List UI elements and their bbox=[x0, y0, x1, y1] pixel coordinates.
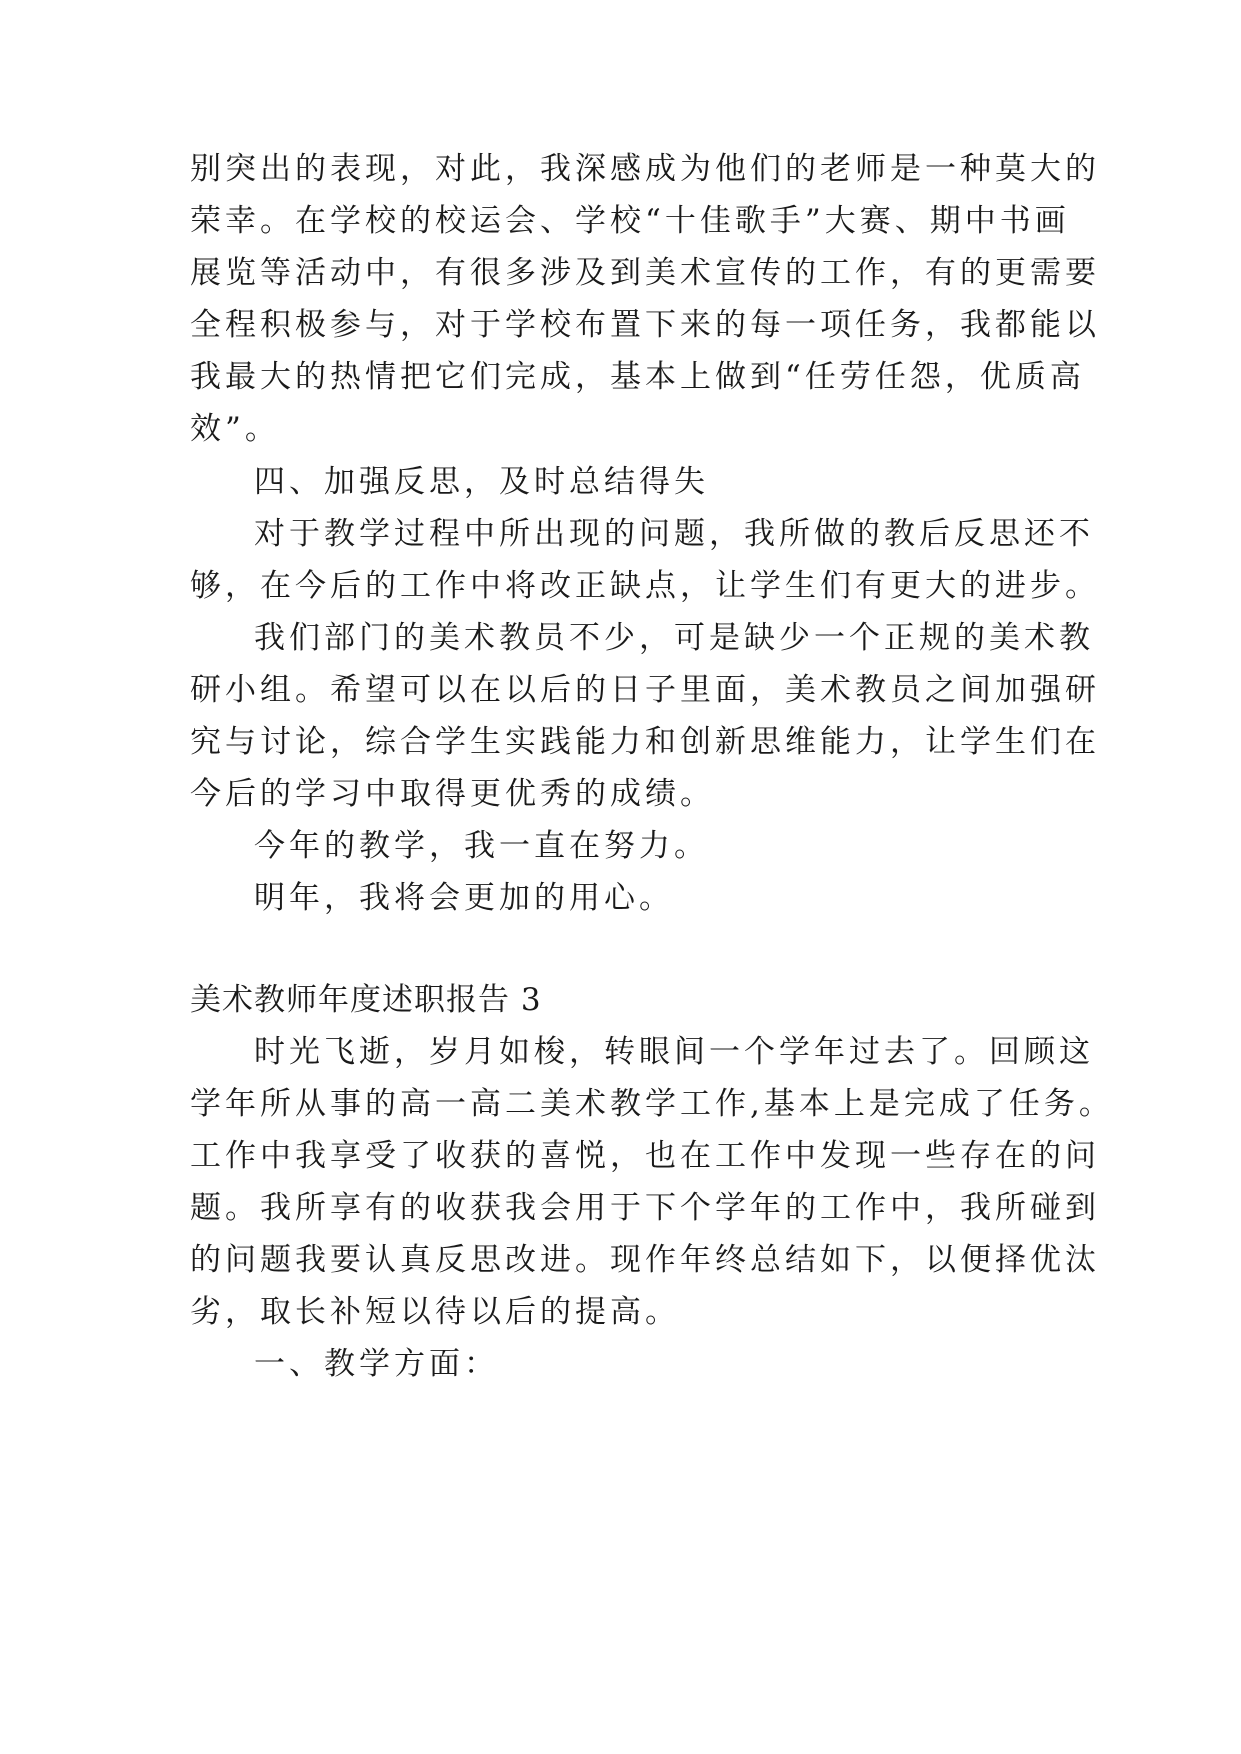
body-line: 学年所从事的高一高二美术教学工作,基本上是完成了任务。 bbox=[190, 1086, 1114, 1122]
body-line: 荣幸。在学校的校运会、学校“十佳歌手”大赛、期中书画 bbox=[190, 203, 1070, 239]
body-line: 今后的学习中取得更优秀的成绩。 bbox=[190, 776, 715, 812]
body-line: 劣，取长补短以待以后的提高。 bbox=[190, 1294, 680, 1330]
body-line: 时光飞逝，岁月如梭，转眼间一个学年过去了。回顾这 bbox=[254, 1034, 1094, 1070]
body-line: 别突出的表现，对此，我深感成为他们的老师是一种莫大的 bbox=[190, 151, 1100, 187]
body-line: 研小组。希望可以在以后的日子里面，美术教员之间加强研 bbox=[190, 672, 1100, 708]
body-line: 的问题我要认真反思改进。现作年终总结如下，以便择优汰 bbox=[190, 1242, 1100, 1278]
body-line: 究与讨论，综合学生实践能力和创新思维能力，让学生们在 bbox=[190, 724, 1100, 760]
body-line: 工作中我享受了收获的喜悦，也在工作中发现一些存在的问 bbox=[190, 1138, 1100, 1174]
body-line: 够，在今后的工作中将改正缺点，让学生们有更大的进步。 bbox=[190, 568, 1100, 604]
body-line: 题。我所享有的收获我会用于下个学年的工作中，我所碰到 bbox=[190, 1190, 1100, 1226]
body-line: 今年的教学，我一直在努力。 bbox=[254, 828, 709, 864]
body-line: 我最大的热情把它们完成，基本上做到“任劳任怨，优质高 bbox=[190, 359, 1085, 395]
body-line: 效”。 bbox=[190, 411, 280, 447]
body-line: 我们部门的美术教员不少，可是缺少一个正规的美术教 bbox=[254, 620, 1094, 656]
body-line: 展览等活动中，有很多涉及到美术宣传的工作，有的更需要 bbox=[190, 255, 1100, 291]
body-line: 对于教学过程中所出现的问题，我所做的教后反思还不 bbox=[254, 516, 1094, 552]
body-line: 明年，我将会更加的用心。 bbox=[254, 880, 674, 916]
section-heading: 四、加强反思，及时总结得失 bbox=[254, 464, 709, 500]
report-title: 美术教师年度述职报告 3 bbox=[190, 982, 542, 1018]
body-line: 全程积极参与，对于学校布置下来的每一项任务，我都能以 bbox=[190, 307, 1100, 343]
section-heading: 一、教学方面： bbox=[254, 1346, 499, 1382]
